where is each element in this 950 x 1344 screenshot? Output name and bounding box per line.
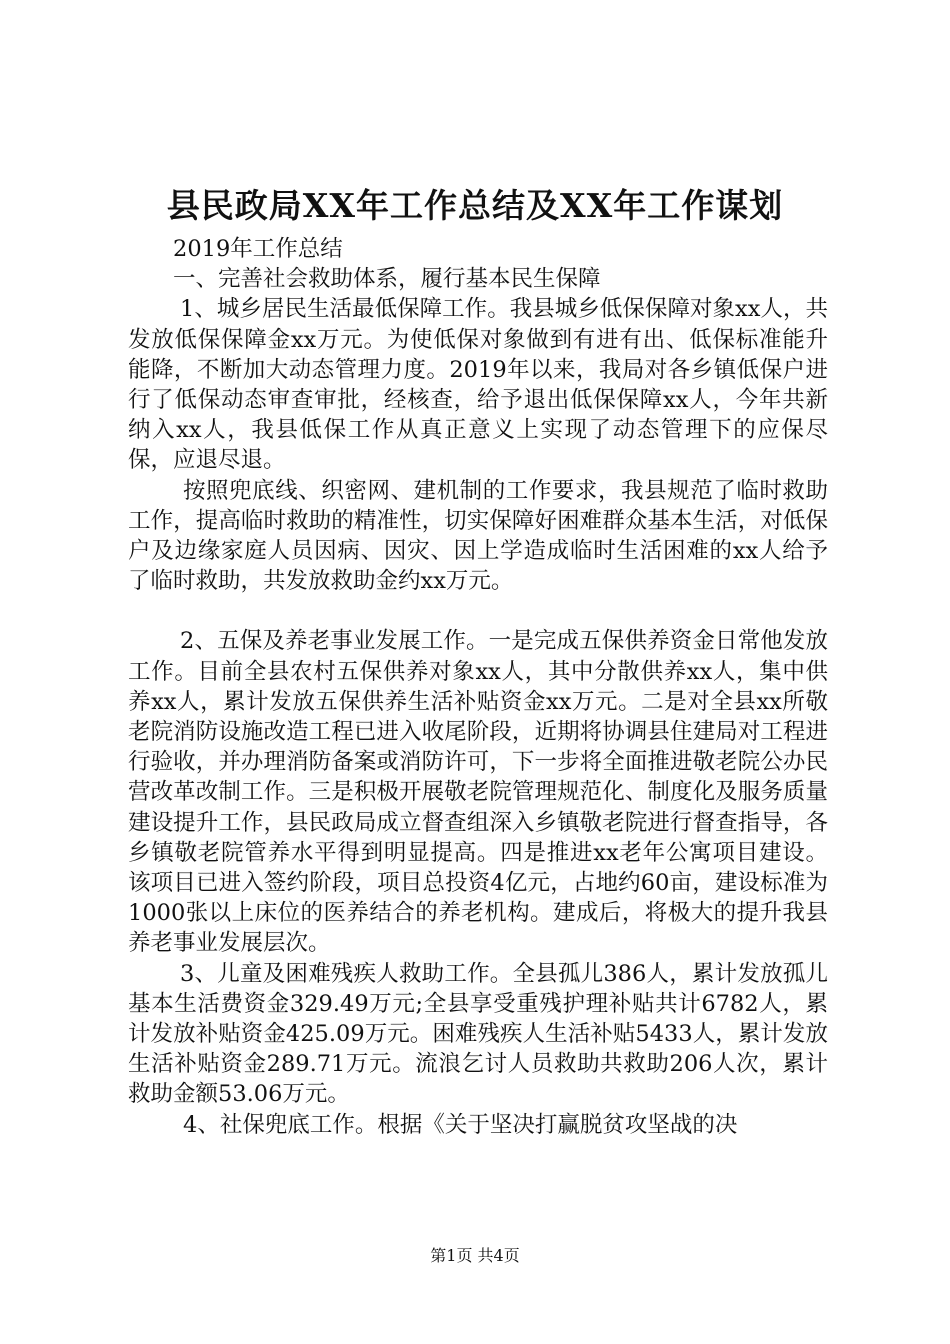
- document-title: 县民政局XX年工作总结及XX年工作谋划: [166, 186, 784, 225]
- page-footer: 第1页 共4页: [430, 1246, 520, 1265]
- paragraph-five-guarantees-elderly: 2、五保及养老事业发展工作。一是完成五保供养资金日常他发放工作。目前全县农村五保供养对象xx人，其中分散供养xx人，集中供养xx人，累计发放五保供养生活补贴资金xx万元。二是对全县xx所敬老院消防设施改造工程已进入收尾阶段，近期将协调县住建局对工程进行验收，并办理消防备案或消防许可，下一步将全面推进敬老院公办民营改革改制工作。三是积极开展敬老院管理规范化、制度化及服务质量建设提升工作，县民政局成立督查组深入乡镇敬老院进行督查指导，各乡镇敬老院管养水平得到明显提高。四是推进xx老年公寓项目建设。该项目已进入签约阶段，项目总投资4亿元，占地约60亩，建设标准为1000张以上床位的医养结合的养老机构。建成后，将极大的提升我县养老事业发展层次。: [128, 628, 828, 957]
- paragraph-spacer: [128, 596, 828, 626]
- section-heading-2019-summary: 2019年工作总结: [173, 236, 343, 262]
- paragraph-social-security: 4、社保兜底工作。根据《关于坚决打赢脱贫攻坚战的决: [183, 1111, 738, 1138]
- paragraph-minimum-living-guarantee: 1、城乡居民生活最低保障工作。我县城乡低保保障对象xx人，共发放低保保障金xx万元。为使低保对象做到有进有出、低保标准能升能降，不断加大动态管理力度。2019年以来，我局对各乡镇低保户进行了低保动态审查审批，经核查，给予退出低保保障xx人，今年共新纳入xx人，我县低保工作从真正意义上实现了动态管理下的应保尽保，应退尽退。: [128, 296, 828, 474]
- paragraph-temporary-assistance: 按照兜底线、织密网、建机制的工作要求，我县规范了临时救助工作，提高临时救助的精准性，切实保障好困难群众基本生活，对低保户及边缘家庭人员因病、因灾、因上学造成临时生活困难的xx人给予了临时救助，共发放救助金约xx万元。: [128, 477, 828, 595]
- section-heading-social-assistance: 一、完善社会救助体系，履行基本民生保障: [173, 266, 601, 293]
- document-body: [128, 234, 828, 1140]
- paragraph-children-disabled-assistance: 3、儿童及困难残疾人救助工作。全县孤儿386人，累计发放孤儿基本生活费资金329.49万元;全县享受重残护理补贴共计6782人，累计发放补贴资金425.09万元。困难残疾人生活补贴5433人，累计发放生活补贴资金289.71万元。流浪乞讨人员救助共救助206人次，累计救助金额53.06万元。: [128, 960, 828, 1108]
